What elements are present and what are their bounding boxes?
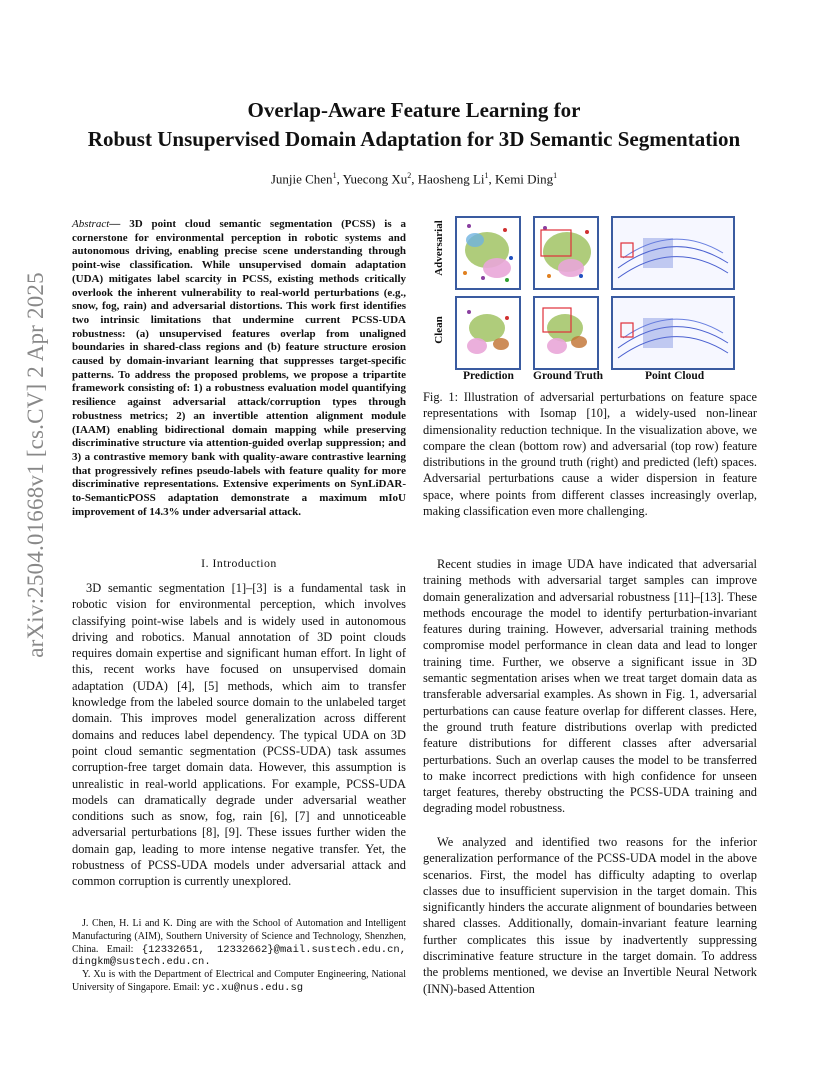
clean-point-cloud — [611, 296, 735, 370]
point-cloud-image — [613, 218, 733, 288]
column-label-prediction: Prediction — [463, 370, 514, 382]
scatter-image — [457, 218, 519, 288]
column-label-ground-truth: Ground Truth — [533, 370, 603, 382]
row-label-adversarial: Adversarial — [432, 220, 445, 276]
abstract-label: Abstract — [72, 218, 110, 230]
clean-ground-truth-plot — [533, 296, 599, 370]
footnotes — [72, 918, 406, 995]
author-name: Haosheng Li — [417, 171, 485, 187]
author-affiliation: 1 — [484, 171, 489, 180]
abstract: Abstract— 3D point cloud semantic segmentation (PCSS) is a cornerstone for environmental perception in robotic systems and autonomous driving, enabling precise scene understanding through point-wise classification. While unsupervised domain adaptation (UDA) mitigates label scarcity in PCSS, existing methods critically overlook the inherent vulnerability to real-world perturbations (e.g., snow, fog, rain) and adversarial distortions. This work first identifies two intrinsic limitations that undermine current PCSS-UDA robustness: (a) unsupervised features overlap from unaligned boundaries in shared-class regions and (b) feature structure erosion caused by domain-invariant learning that suppresses target-specific patterns. To address the proposed problems, we propose a tripartite framework consisting of: 1) a robustness evaluation model quantifying resilience against adversarial attack/corruption types through robustness metrics; 2) an invertible attention alignment module (IAAM) enabling bidirectional domain mapping while preserving discriminative structure via attention-guided overlap suppression; and 3) a contrastive memory bank with quality-aware contrastive learning that progressively refines pseudo-labels with feature quality for more discriminative representations. Extensive experiments on SynLiDAR-to-SemanticPOSS adaptation demonstrate a maximum mIoU improvement of 14.3% under adversarial attack. — [72, 218, 406, 518]
footnote-2 — [72, 969, 406, 995]
arxiv-id: arXiv:2504.01668v1 [cs.CV] 2 Apr 2025 — [23, 272, 48, 658]
abstract-text: 3D point cloud semantic segmentation (PCSS) is a cornerstone for environmental perception in robotic systems and autonomous driving, enabling precise scene understanding through point-wise classification. While unsupervised domain adaptation (UDA) mitigates label scarcity in PCSS, existing methods critically overlook the inherent vulnerability to real-world perturbations (e.g., snow, fog, rain) and adversarial distortions. This work first identifies two intrinsic limitations that undermine current PCSS-UDA robustness: (a) unsupervised features overlap from unaligned boundaries in shared-class regions and (b) feature structure erosion caused by domain-invariant learning that suppresses target-specific patterns. To address the proposed problems, we propose a tripartite framework consisting of: 1) a robustness evaluation model quantifying resilience against adversarial attack/corruption types through robustness metrics; 2) an invertible attention alignment module (IAAM) enabling bidirectional domain mapping while preserving discriminative structure via attention-guided overlap suppression; and 3) a contrastive memory bank with quality-aware contrastive learning that progressively refines pseudo-labels with feature quality for more discriminative representations. Extensive experiments on SynLiDAR-to-SemanticPOSS adaptation demonstrate a maximum mIoU improvement of 14.3% under adversarial attack. — [72, 218, 406, 518]
footnote-2-text: Y. Xu is with the Department of Electrical and Computer Engineering, National University of Singapore. Email: — [72, 969, 406, 993]
author-name: Junjie Chen — [270, 171, 333, 187]
arxiv-stamp — [20, 272, 52, 658]
title-line-2: Robust Unsupervised Domain Adaptation for 3D Semantic Segmentation — [87, 127, 741, 151]
point-cloud-image — [613, 298, 733, 368]
author-name: Yuecong Xu — [342, 171, 408, 187]
author-name: Kemi Ding — [495, 171, 554, 187]
author-affiliation: 1 — [332, 171, 337, 180]
figure-1 — [432, 212, 745, 384]
author-affiliation: 1 — [553, 171, 558, 180]
right-paragraph-1: Recent studies in image UDA have indicated that adversarial training methods with adversarial target samples can improve domain generalization and adversarial robustness [11]–[13]. These methods encourage the model to identify perturbation-invariant features during training. However, adversarial training methods compromise model performance in clean data and lead to longer training time. Further, we observe a significant issue in 3D semantic segmentation arises when we treat target domain data as transferable adversarial examples. As shown in Fig. 1, adversarial perturbations can cause feature overlap for different classes. Here, the ground truth feature distributions overlap with predicted feature distributions for different classes after adversarial perturbations. Such an overlap causes the model to be transferred to make incorrect predictions with high confidence for unseen target features, thereby obstructing the PCSS-UDA training and degrading model robustness. — [423, 557, 757, 816]
clean-prediction-plot — [455, 296, 521, 370]
footnote-1-text: J. Chen, H. Li and K. Ding are with the School of Automation and Intelligent Manufacturing (AIM), Southern University of Science and Technology, Shenzhen, China. Email: — [72, 918, 406, 955]
figure-caption: Fig. 1: Illustration of adversarial perturbations on feature space representations with Isomap [10], a widely-used non-linear dimensionality reduction technique. In the visualization above, we compare the clean (bottom row) and adversarial (top row) feature distributions in the ground truth (right) and predicted (left) spaces. Adversarial perturbations cause a wider dispersion in feature space, where points from different classes increasingly overlap, making classification even more challenging. — [423, 390, 757, 519]
adversarial-ground-truth-plot — [533, 216, 599, 290]
scatter-image — [457, 298, 519, 368]
footnote-2-email: yc.xu@nus.edu.sg — [202, 981, 304, 994]
footnote-1 — [72, 918, 406, 969]
adversarial-point-cloud — [611, 216, 735, 290]
author-list: Junjie Chen$^1$, Yuecong Xu$^2$, Haosheng Li$^1$, Kemi Ding$^1$ — [270, 171, 558, 187]
title-line-1: Overlap-Aware Feature Learning for — [247, 98, 581, 122]
section-heading: I. Introduction — [201, 556, 277, 570]
paper-title — [0, 96, 828, 154]
row-label-clean: Clean — [432, 316, 445, 344]
footnote-1-emails: {12332651, 12332662}@mail.sustech.edu.cn, dingkm@sustech.edu.cn. — [72, 943, 407, 969]
intro-paragraph: 3D semantic segmentation [1]–[3] is a fundamental task in robotic vision for environmental perception, which involves classifying point-wise labels and is widely used in autonomous driving and robotics. Manual annotation of 3D point clouds requires domain expertise and significant human effort. In light of this, recent works have focused on unsupervised domain adaptation (UDA) [4], [5] methods, which aim to transfer knowledge from the labeled source domain to the unlabeled target domain. This improves model generalization across different domains and reduces label dependency. The typical UDA on 3D point cloud semantic segmentation (PCSS-UDA) task assumes corruption-free target domain data. However, this assumption is unrealistic in real-world applications. For example, PCSS-UDA models can dramatically degrade under adversarial weather conditions such as snow, fog, rain [6], [7] and unnoticeable adversarial perturbations [8], [9]. These issues further widen the domain gap, leading to more intense negative transfer. Yet, the robustness of PCSS-UDA models under adversarial attack and common corruption is currently unexplored. — [72, 581, 406, 889]
column-label-point-cloud: Point Cloud — [645, 370, 705, 382]
author-affiliation: 2 — [407, 171, 412, 180]
right-paragraph-2: We analyzed and identified two reasons for the inferior generalization performance of the PCSS-UDA model in the above scenarios. First, the model has difficulty adapting to overlap classes due to insufficient supervision in the target domain. This significantly hinders the accurate alignment of boundaries between shared classes. Additionally, domain-invariant feature learning further complicates this issue by inadvertently suppressing discriminative feature structure in the target domain. To address the problems mentioned, we devise an Invertible Neural Network (INN)-based Attention — [423, 835, 757, 996]
scatter-image — [535, 218, 597, 288]
scatter-image — [535, 298, 597, 368]
adversarial-prediction-plot — [455, 216, 521, 290]
